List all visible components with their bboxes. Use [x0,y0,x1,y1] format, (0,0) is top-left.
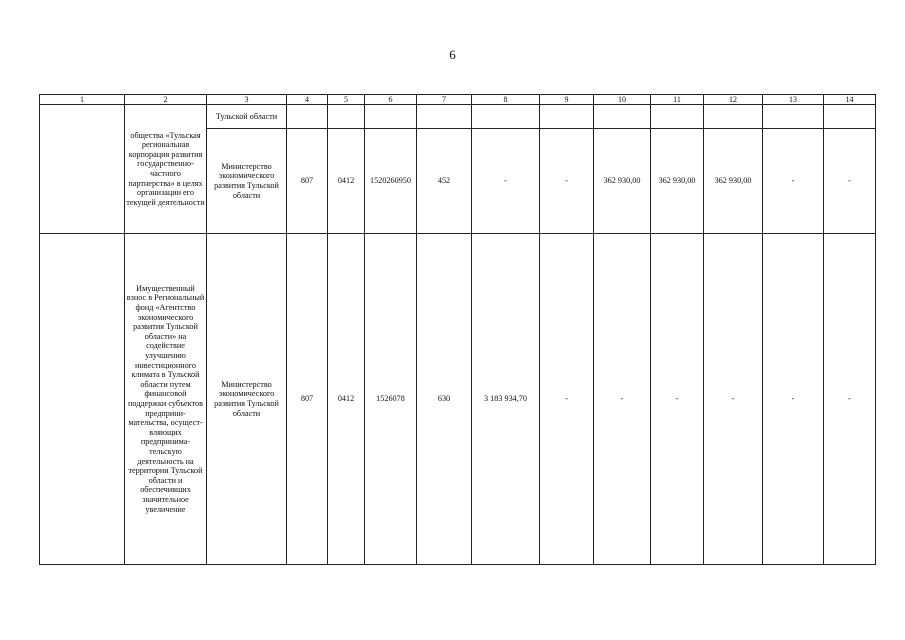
header-cell-9: 9 [540,95,594,105]
header-cell-8: 8 [472,95,540,105]
cell-empty [365,105,417,129]
cell-col1 [40,234,125,565]
header-cell-10: 10 [594,95,651,105]
cell-description: общества «Тульская региональная корпорация развития государственно-частного партнерства» в целях организации его текущей деятельности [125,105,207,234]
header-cell-6: 6 [365,95,417,105]
cell-col13: - [763,234,824,565]
cell-col14: - [824,234,876,565]
cell-empty [328,105,365,129]
cell-col7: 630 [417,234,472,565]
cell-col13: - [763,129,824,234]
cell-empty [540,105,594,129]
cell-col6: 1526078 [365,234,417,565]
cell-col4: 807 [287,234,328,565]
cell-empty [704,105,763,129]
cell-col9: - [540,129,594,234]
table-row [40,234,876,565]
cell-description: Имущественный взнос в Региональный фонд «Агентство экономического развития Тульской области» на содействие улучшению инвестиционного климата в Тульской области путем финансовой поддержки субъектов предприни-мательства, осущест-вляющих предпринима-тельскую деятельность на территории Тульской области и обеспечивших значительное увеличение [125,234,207,565]
header-cell-3: 3 [207,95,287,105]
header-cell-1: 1 [40,95,125,105]
header-cell-14: 14 [824,95,876,105]
header-cell-4: 4 [287,95,328,105]
cell-empty [763,105,824,129]
cell-empty [594,105,651,129]
cell-col7: 452 [417,129,472,234]
cell-empty [417,105,472,129]
cell-col1 [40,105,125,234]
cell-col11: 362 930,00 [651,129,704,234]
table-row-continuation [40,105,876,129]
header-cell-2: 2 [125,95,207,105]
cell-empty [287,105,328,129]
cell-col12: - [704,234,763,565]
cell-empty [824,105,876,129]
header-cell-11: 11 [651,95,704,105]
cell-empty [651,105,704,129]
page-number: 6 [449,47,456,62]
cell-col6: 1520260950 [365,129,417,234]
header-row [40,95,876,105]
cell-col9: - [540,234,594,565]
cell-col8: - [472,129,540,234]
cell-col14: - [824,129,876,234]
cell-organ-prev: Тульской области [207,105,287,129]
cell-col4: 807 [287,129,328,234]
header-cell-13: 13 [763,95,824,105]
cell-col11: - [651,234,704,565]
cell-empty [472,105,540,129]
budget-table [39,94,876,565]
cell-col10: 362 930,00 [594,129,651,234]
cell-col5: 0412 [328,129,365,234]
header-cell-5: 5 [328,95,365,105]
cell-organ: Министерство экономического развития Тульской области [207,129,287,234]
header-cell-12: 12 [704,95,763,105]
cell-col8: 3 183 934,70 [472,234,540,565]
cell-col12: 362 930,00 [704,129,763,234]
cell-col10: - [594,234,651,565]
cell-organ: Министерство экономического развития Тульской области [207,234,287,565]
header-cell-7: 7 [417,95,472,105]
cell-col5: 0412 [328,234,365,565]
